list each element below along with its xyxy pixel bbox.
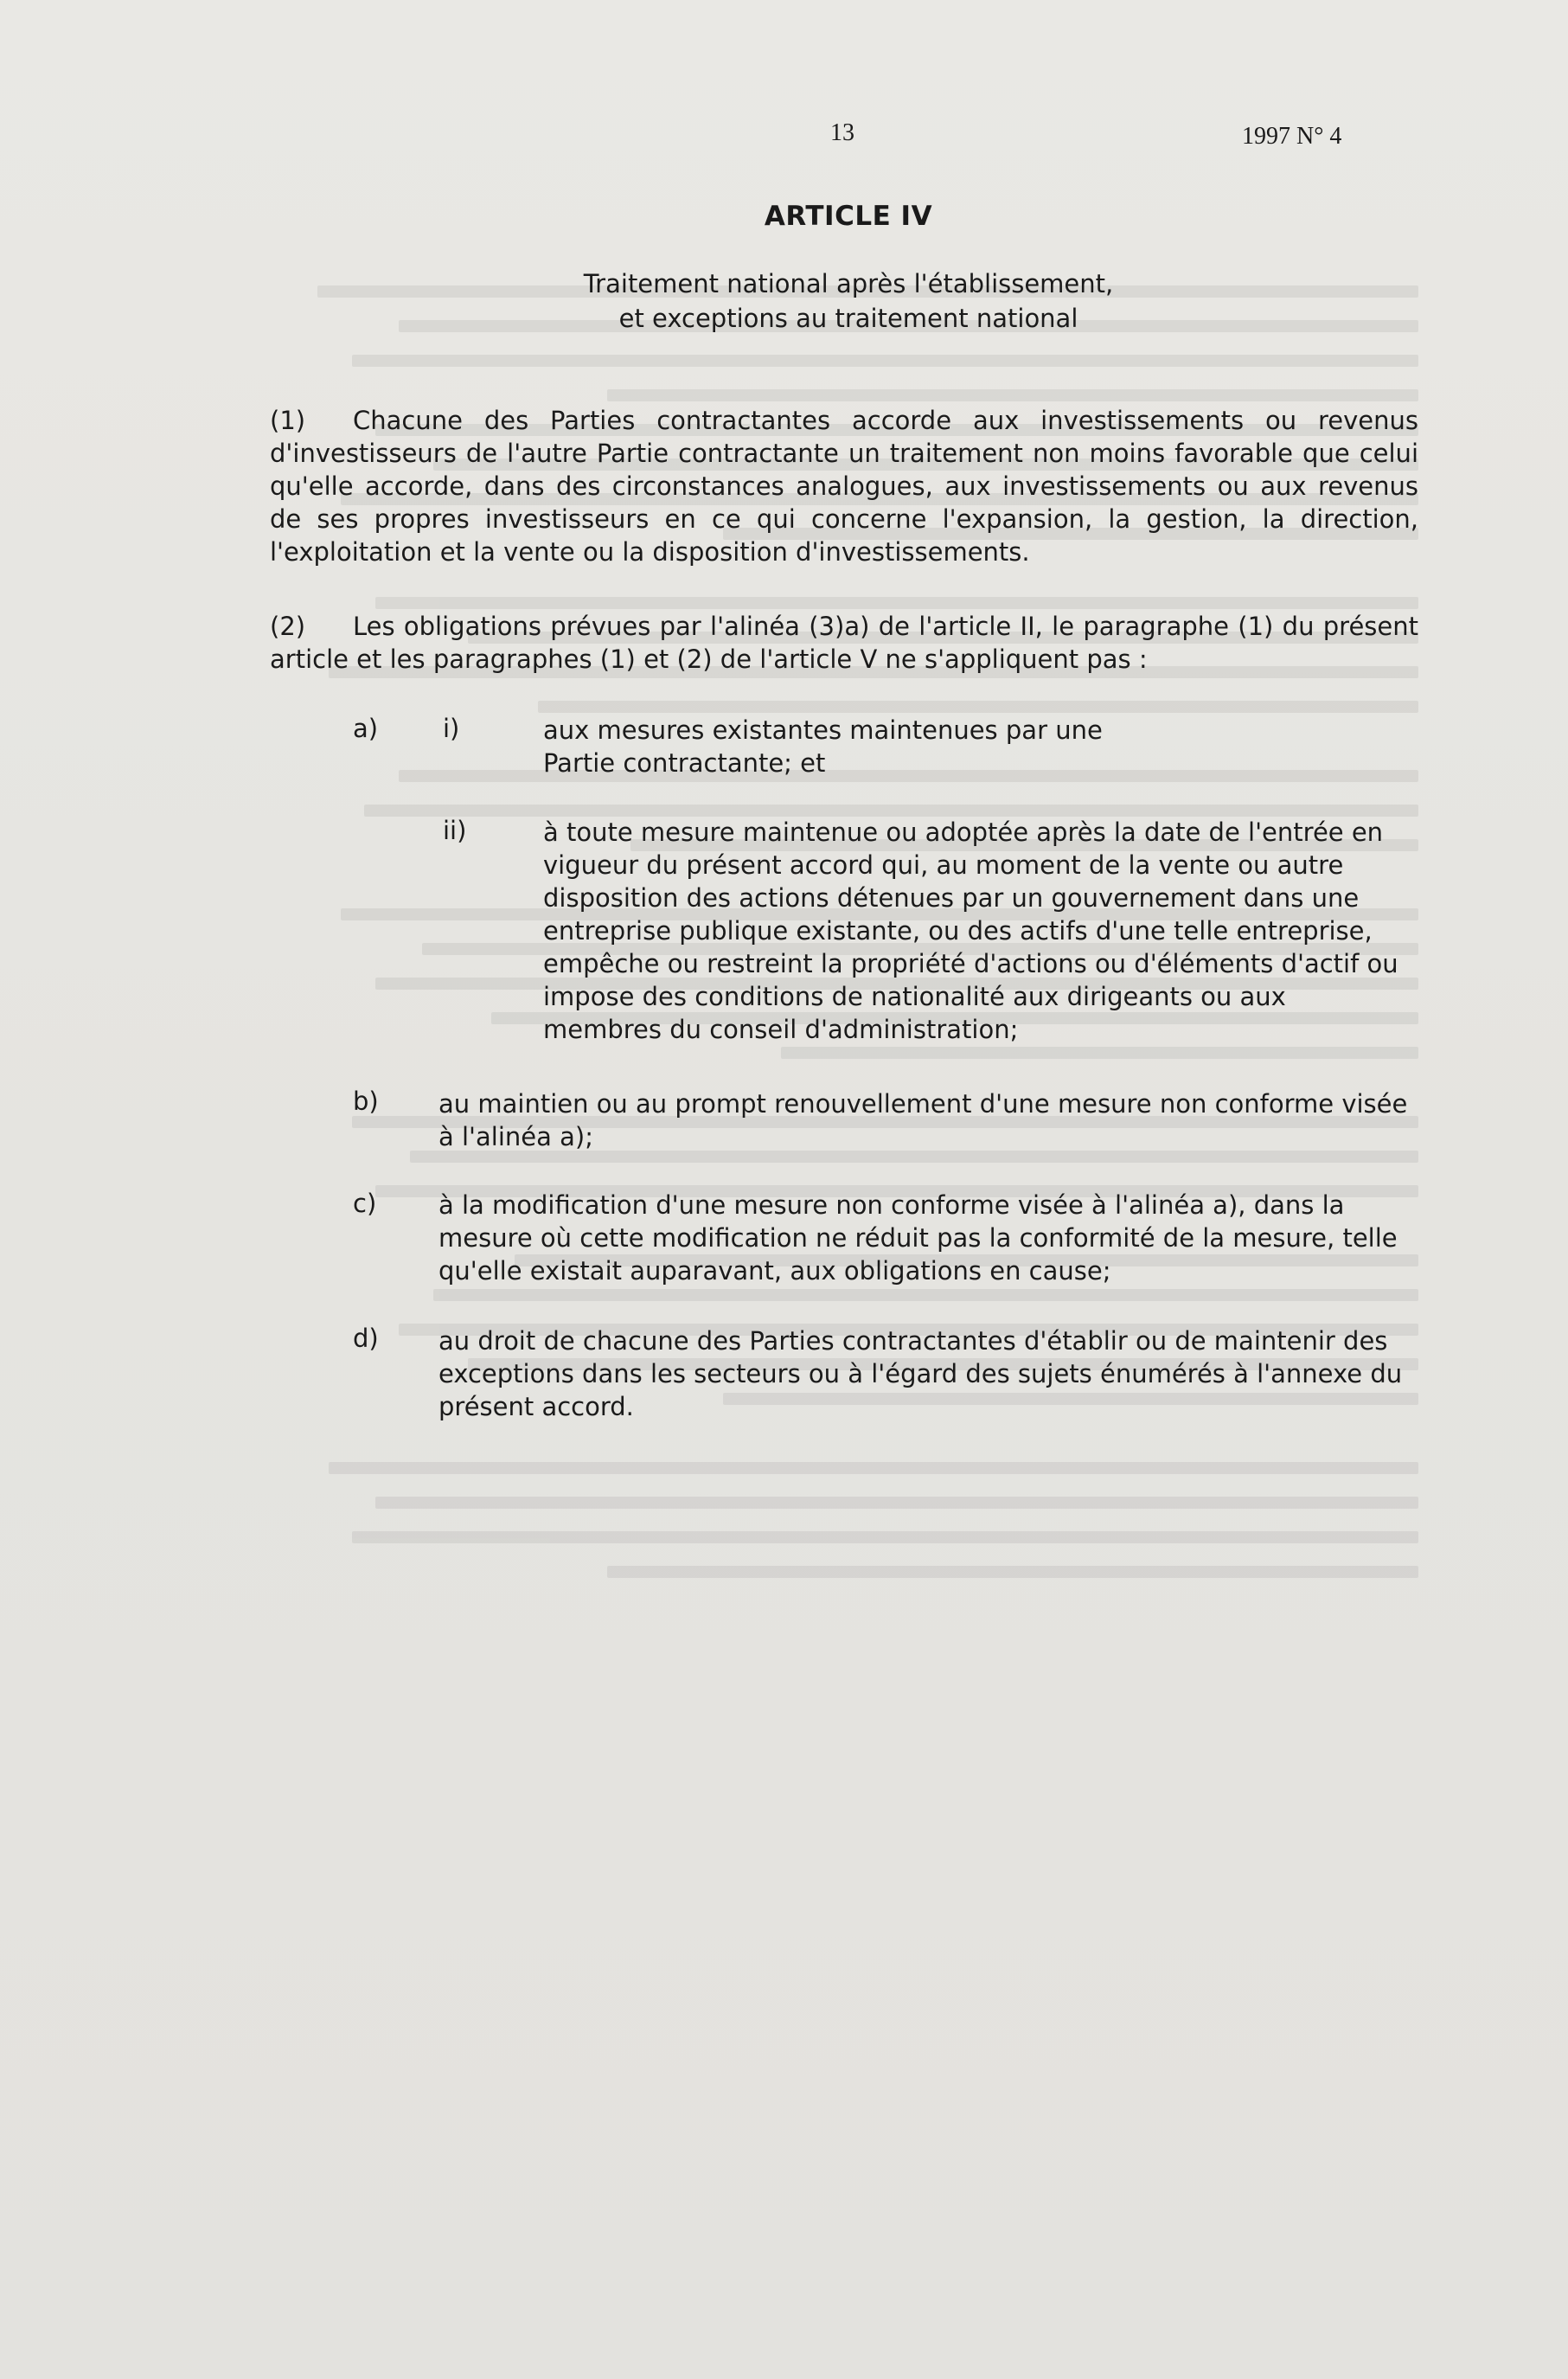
- paragraph-1-text: Chacune des Parties contractantes accorde aux investissements ou revenus d'investisseurs de l'autre Partie contractante un traitement non moins favorable que celui qu'elle accorde, dans des circonstances analogues, aux investissements ou aux revenus de ses propres investisseurs en ce qui concerne l'expansion, la gestion, la direction, l'exploitation et la vente ou la disposition d'investissements.: [270, 406, 1418, 567]
- paragraph-2-text: Les obligations prévues par l'alinéa (3)a) de l'article II, le paragraphe (1) du présent article et les paragraphes (1) et (2) de l'article V ne s'appliquent pas :: [270, 612, 1418, 674]
- subtitle-line-1: Traitement national après l'établissement,: [583, 269, 1114, 298]
- paragraph-2: [270, 610, 1418, 676]
- subtitle-line-2: et exceptions au traitement national: [618, 304, 1078, 333]
- item-a-label: a): [353, 714, 379, 743]
- item-d-text: au droit de chacune des Parties contractantes d'établir ou de maintenir des exceptions dans les secteurs ou à l'égard des sujets énumérés à l'annexe du présent accord.: [438, 1326, 1403, 1421]
- item-b-text: au maintien ou au prompt renouvellement d'une mesure non conforme visée à l'alinéa a);: [438, 1089, 1408, 1151]
- paragraph-1-number: (1): [270, 406, 306, 435]
- item-a-ii-text: à toute mesure maintenue ou adoptée après la date de l'entrée en vigueur du présent accord qui, au moment de la vente ou autre disposition des actions détenues par un gouvernement dans une entreprise publique existante, ou des actifs d'une telle entreprise, empêche ou restreint la propriété d'actions ou d'éléments d'actif ou impose des conditions de nationalité aux dirigeants ou aux membres du conseil d'administration;: [543, 818, 1398, 1044]
- page-number: 13: [830, 119, 854, 146]
- item-b-label: b): [353, 1087, 379, 1116]
- article-title: ARTICLE IV: [764, 201, 933, 232]
- item-d-label: d): [353, 1324, 379, 1353]
- paragraph-2-number: (2): [270, 612, 306, 641]
- item-a-i-text: aux mesures existantes maintenues par une Partie contractante; et: [543, 715, 1103, 778]
- article-subtitle: [0, 266, 1568, 336]
- paragraph-1: [270, 404, 1418, 568]
- issue-reference: 1997 N° 4: [1242, 123, 1342, 150]
- item-c-label: c): [353, 1189, 377, 1218]
- item-a-i-label: i): [443, 714, 460, 743]
- item-a-ii-label: ii): [443, 816, 467, 845]
- item-c-text: à la modification d'une mesure non conforme visée à l'alinéa a), dans la mesure où cette modification ne réduit pas la conformité de la mesure, telle qu'elle existait auparavant, aux obligations en cause;: [438, 1190, 1398, 1286]
